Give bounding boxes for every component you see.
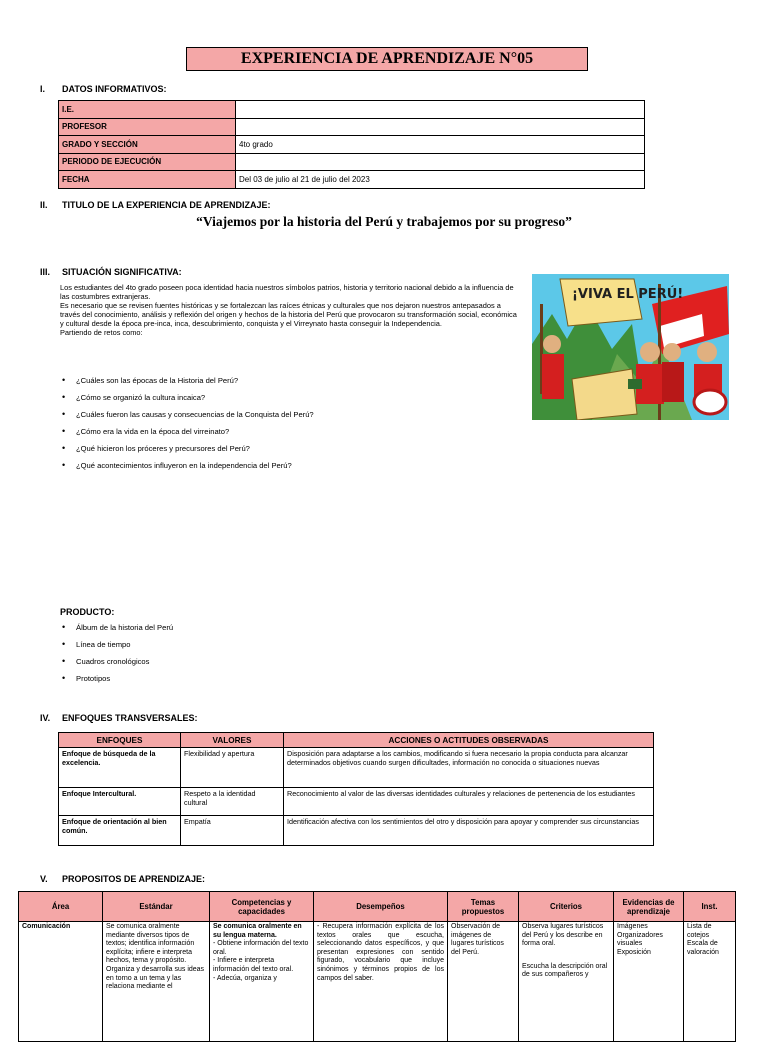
datos-table: [58, 100, 645, 189]
accion-cell: Reconocimiento al valor de las diversas identidades culturales y relaciones de pertenencia de los estudiantes: [284, 788, 654, 816]
datos-row: [59, 171, 645, 189]
section-3-heading: III. SITUACIÓN SIGNIFICATIVA:: [40, 267, 182, 277]
enfoques-header: ENFOQUES: [59, 733, 181, 748]
enfoques-table: [58, 732, 654, 846]
enfoque-cell: Enfoque Intercultural.: [59, 788, 181, 816]
list-item: • Cuadros cronológicos: [60, 653, 360, 670]
experience-title: “Viajemos por la historia del Perú y trabajemos por su progreso”: [196, 214, 572, 229]
datos-label: I.E.: [59, 101, 236, 119]
accion-cell: Identificación afectiva con los sentimientos del otro y disposición para apoyar y comprender sus circunstancias: [284, 816, 654, 846]
criterio-item: Escucha la descripción oral de sus compañeros y: [522, 962, 608, 979]
temas-header: Temas propuestos: [448, 892, 519, 922]
propositos-table: [18, 891, 736, 1042]
desempenos-header: Desempeños: [314, 892, 448, 922]
temas-cell: Observación de imágenes de lugares turísticos del Perú.: [448, 922, 519, 1042]
datos-label: PROFESOR: [59, 118, 236, 136]
datos-value: 4to grado: [236, 136, 645, 154]
questions-list: [60, 372, 522, 474]
list-item: • ¿Cuáles fueron las causas y consecuencias de la Conquista del Perú?: [60, 406, 522, 423]
datos-row: [59, 136, 645, 154]
datos-value: Del 03 de julio al 21 de julio del 2023: [236, 171, 645, 189]
section-1-heading: I. DATOS INFORMATIVOS:: [40, 84, 167, 94]
list-item: • ¿Qué acontecimientos influyeron en la independencia del Perú?: [60, 457, 522, 474]
list-item: • ¿Cómo se organizó la cultura incaica?: [60, 389, 522, 406]
list-item: • Línea de tiempo: [60, 636, 360, 653]
situacion-text: [60, 283, 522, 337]
evidencia-item: Imágenes: [617, 923, 648, 930]
viva-el-peru-illustration: [532, 274, 729, 420]
capacidad-item: - Infiere e interpreta información del texto oral.: [213, 957, 294, 973]
evidencias-header: Evidencias de aprendizaje: [614, 892, 684, 922]
situacion-paragraph-3: Partiendo de retos como:: [60, 328, 143, 337]
inst-item: Lista de cotejos: [687, 923, 712, 939]
list-item: • Álbum de la historia del Perú: [60, 619, 360, 636]
datos-row: [59, 153, 645, 171]
acciones-header: ACCIONES O ACTITUDES OBSERVADAS: [284, 733, 654, 748]
capacidad-item: - Adecúa, organiza y: [213, 974, 277, 982]
producto-list: [60, 619, 360, 687]
inst-header: Inst.: [684, 892, 736, 922]
inst-item: Escala de valoración: [687, 940, 719, 956]
valor-cell: Flexibilidad y apertura: [181, 748, 284, 788]
section-5-heading: V. PROPOSITOS DE APRENDIZAJE:: [40, 874, 206, 884]
section-4-heading: IV. ENFOQUES TRANSVERSALES:: [40, 713, 198, 723]
datos-label: FECHA: [59, 171, 236, 189]
estandar-header: Estándar: [103, 892, 210, 922]
illustration-svg: [532, 274, 729, 420]
competencias-header: Competencias y capacidades: [210, 892, 314, 922]
criterios-header: Criterios: [519, 892, 614, 922]
table-row: [59, 788, 654, 816]
document-title: EXPERIENCIA DE APRENDIZAJE N°05: [186, 47, 588, 71]
situacion-paragraph-1: Los estudiantes del 4to grado poseen poca identidad hacia nuestros símbolos patrios, historia y territorio nacional debido a la influencia de las costumbres extranjeras.: [60, 283, 514, 301]
valor-cell: Respeto a la identidad cultural: [181, 788, 284, 816]
area-header: Área: [19, 892, 103, 922]
datos-label: PERIODO DE EJECUCIÓN: [59, 153, 236, 171]
evidencia-item: Organizadores visuales: [617, 931, 663, 948]
datos-value: [236, 118, 645, 136]
producto-heading: PRODUCTO:: [60, 607, 115, 617]
enfoque-cell: Enfoque de orientación al bien común.: [59, 816, 181, 846]
capacidad-item: - Obtiene información del texto oral.: [213, 940, 309, 956]
enfoque-cell: Enfoque de búsqueda de la excelencia.: [59, 748, 181, 788]
list-item: • ¿Qué hicieron los próceres y precursores del Perú?: [60, 440, 522, 457]
valor-cell: Empatía: [181, 816, 284, 846]
estandar-cell: Se comunica oralmente mediante diversos tipos de textos; identifica información explícita; infiere e interpreta hechos, tema y propósito. Organiza y desarrolla sus ideas en torno a un tema y las relaciona mediante el: [103, 922, 210, 1042]
table-row: [59, 748, 654, 788]
table-row: [59, 816, 654, 846]
illustration-sign-text: ¡VIVA EL PERÚ!: [572, 287, 684, 302]
desempenos-cell: - Recupera información explícita de los textos orales que escucha, seleccionando datos específicos, y que presentan expresiones con sentido figurado, vocabulario que incluye sinónimos y términos propios de los campos del saber.: [314, 922, 448, 1042]
evidencia-item: Exposición: [617, 948, 651, 956]
list-item: • ¿Cómo era la vida en la época del virreinato?: [60, 423, 522, 440]
valores-header: VALORES: [181, 733, 284, 748]
competencia-name: Se comunica oralmente en su lengua materna.: [213, 923, 302, 939]
datos-value: [236, 153, 645, 171]
section-2-heading: II. TITULO DE LA EXPERIENCIA DE APRENDIZAJE:: [40, 200, 271, 210]
list-item: • Prototipos: [60, 670, 360, 687]
accion-cell: Disposición para adaptarse a los cambios, modificando si fuera necesario la propia conducta para alcanzar determinados objetivos cuando surgen dificultades, información no conocida o situaciones nuevas: [284, 748, 654, 788]
list-item: • ¿Cuáles son las épocas de la Historia del Perú?: [60, 372, 522, 389]
situacion-paragraph-2: Es necesario que se revisen fuentes históricas y se fortalezcan las raíces étnicas y culturales que nos dejaron nuestros antepasados a través del conocimiento, análisis y reflexión del origen y hechos de la historia del Perú que provocaron su transformación social, económica y cultural desde la época pre-inca, inca, descubrimiento, conquista y el Virreynato hasta conseguir la Independencia.: [60, 301, 517, 328]
area-cell: Comunicación: [19, 922, 103, 1042]
datos-label: GRADO Y SECCIÓN: [59, 136, 236, 154]
datos-value: [236, 101, 645, 119]
datos-row: [59, 118, 645, 136]
criterio-item: Observa lugares turísticos del Perú y los describe en forma oral.: [522, 923, 604, 948]
datos-row: [59, 101, 645, 119]
